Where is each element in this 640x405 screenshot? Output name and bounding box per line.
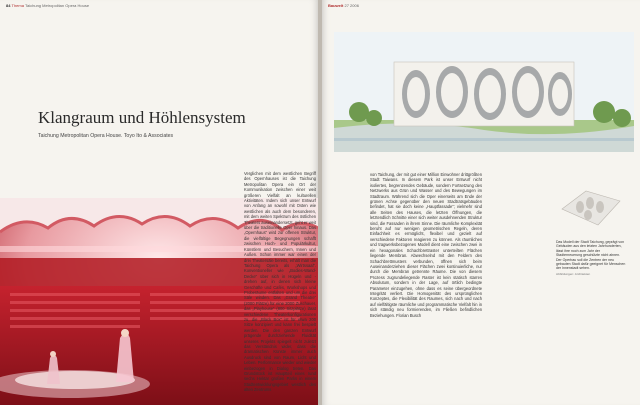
section-label: Thema — [11, 3, 24, 8]
left-body-column: Verglichen mit dem westlichen Begriff des Opernhauses ist die Taichung Metropolitan Opera ein Ort der Kommunikation zwischen einer weit größeren Vielfalt an kulturellen Aktivitäten. Indem sich unser Entwurf von Anfang an sowohl mit Osten wie westlichen als auch dem besonderen, mit dem weiten Spektrum des östlichen Theaters auseinandersetzt, geht er weit über die traditionelle Oper hinaus. Das „Opernhaus“ wird zur offenen Struktur, die vielfältige Begegnungen schafft zwischen Hoch- und Populärkultur, Künstlern und Besuchern, Innen und Außen. Schon immer war einen der drei Theatersäle bereits, erhält man die Taichung Opera als „Wirtssaal“. Konventioneller wie „Bodies-Wand-Decke“ über sich in Hügeln und -drehen auf, in denen sich kleine Geschäfte und Cafés, Workshops und Proberäume entfalten und um die drei Säle winden. Das „Grand Theatre“ (2000 Plätze) für eine 2000 Zuschauer, das „Playhouse“ (800 Sitzplätze) lässt verschiedene Theaterkonfigurationen zu, die „Black Box“ ist für etwa 200 Sitze konzipiert und kann frei bespielt werden. Die den ganzen Entwurf prägende durchziehende Fluidität unseres Projekts spiegelt nicht zuletzt das Verständnis wider, dass die dramatischen Künste immer auch Ausdruck sind von Raum, Licht und Leben. Performance wieder und wieder einbezogen in Dialog treten. Das Grundstück ist Hauptteil eines rund sechs Hektar großen Parks in einem Stadtentwicklungsgebiet westlich des alten Zentrums — [244, 171, 316, 393]
right-page-header — [328, 3, 359, 8]
page-number: 84 — [6, 3, 11, 8]
exterior-rendering — [334, 32, 634, 152]
left-page-header — [6, 3, 89, 8]
article-subtitle: Taichung Metropolitan Opera House. Toyo Ito & Associates — [38, 133, 174, 139]
model-photo — [556, 179, 626, 237]
right-body-column-1: von Taichung, der mit gut einer Million Einwohner drittgrößten Stadt Taiwans. In diesem Park ist unser Entwurf nicht isoliertes, begrenzendes Gebäude, sondern Fortsetzung des Netzwerks aus Grün und Wasser und des Bewegungen im Stadtraum. Während sich die Oper einerseits am Ende der grünen Achse gegenüber den neuen Stadtratsgebäuden befindet, hat sie doch keine „Hauptfassade“; vielmehr sind alle Seiten des Hauses, die letzten Öffnungen, die letztendlich Schnitte einer sich weiter ausdehnenden Struktur sind, die Fassaden in ihrem Sinne. Die räumliche Komplexität beruht auf nur wenigen geometrischen Regeln, deren Einfachheit es ermöglicht, flexibel und gezielt auf verschiedene Faktoren reagieren zu können. Als räumliches und tragwerksbezogenes Modell dient eine zwischen zwei in ein hexagonales Schachbrettraster unterteilten Flächen liegende Membran. Abwechselnd mit den Feldern des Schachbrettmusters verbunden, öffnen sich beim Auseinanderziehen dieser Flächen zwei kontinuierliche, nur durch die Membran getrennte Räume. Die von diesem Prozess zugrundeliegende Raster ist kein statisch starres Absolutum, sondern in der Lage, auf örtlich bedingte Parameter einzugehen, ohne dass es seine übergeordnete Integrität verliert. Die Homogenität des ursprünglichen Konzeptes, die Flexibilität des Raumes, sich nach und nach auf vielfältigste räumliche und programmatische Vielfalt hin in sich ständig neu formierenden, im Fließen befindlichen Beziehungen. Florian Busch — [370, 172, 482, 318]
header-topic: Taichung Metropolitan Opera House — [25, 3, 90, 8]
left-page — [0, 0, 318, 405]
header-issue: 27 2006 — [344, 3, 359, 8]
article-title: Klangraum und Höhlensystem — [38, 108, 246, 127]
image-credit: Abbildungen: Architekten — [556, 272, 591, 276]
header-magazine: Bauwelt — [328, 3, 344, 8]
model-caption: Das Modell der Stadt Taichung, geprägt von Gebäuden aus den letzten Jahrhunderten, lässt ihre noch zum Jahr der Stadterneuerung geschützte nicht ahnen. Der Operbau soll die Zentren der neu gebauten Stadt dafür geeignet für Menschen der Innenstadt sehen. — [556, 240, 626, 271]
